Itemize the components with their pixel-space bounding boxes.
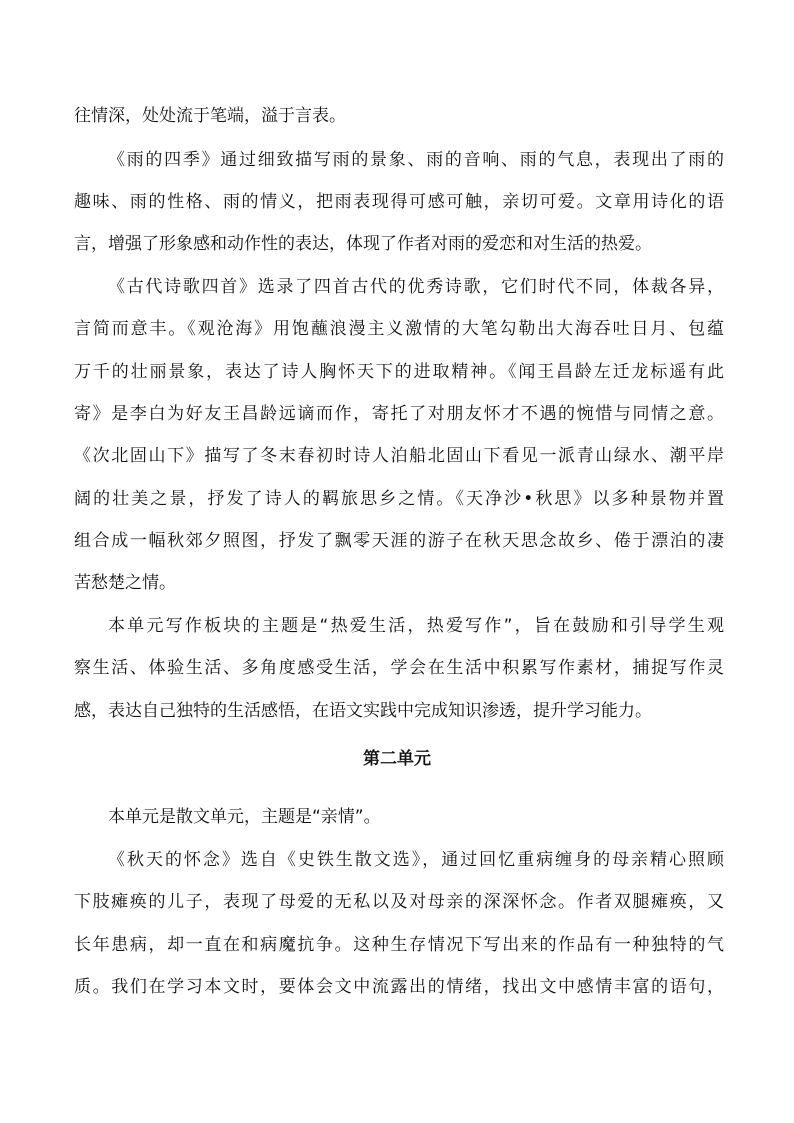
- paragraph-line: 质。我们在学习本文时，要体会文中流露出的情绪，找出文中感情丰富的语句，: [74, 977, 724, 997]
- section-heading: 第二单元: [363, 749, 431, 769]
- paragraph-line: 感，表达自己独特的生活感悟，在语文实践中完成知识渗透，提升学习能力。: [74, 701, 652, 721]
- paragraph-line: 苦愁楚之情。: [74, 573, 176, 593]
- paragraph-line: 长年患病，却一直在和病魔抗争。这种生存情况下写出来的作品有一种独特的气: [74, 935, 724, 955]
- paragraph-line: 言，增强了形象感和动作性的表达，体现了作者对雨的爱恋和对生活的热爱。: [74, 234, 652, 254]
- paragraph-line: 言简而意丰。《观沧海》用饱蘸浪漫主义激情的大笔勾勒出大海吞吐日月、包蕴: [74, 319, 724, 339]
- paragraph-line: 寄》是李白为好友王昌龄远谪而作，寄托了对朋友怀才不遇的惋惜与同情之意。: [74, 404, 724, 424]
- paragraph-line: 组合成一幅秋郊夕照图，抒发了飘零天涯的游子在秋天思念故乡、倦于漂泊的凄: [74, 531, 724, 551]
- paragraph-line: 《雨的四季》通过细致描写雨的景象、雨的音响、雨的气息，表现出了雨的: [108, 150, 724, 170]
- paragraph-line: 趣味、雨的性格、雨的情义，把雨表现得可感可触，亲切可爱。文章用诗化的语: [74, 192, 724, 212]
- paragraph-line: 《古代诗歌四首》选录了四首古代的优秀诗歌，它们时代不同，体裁各异，: [108, 277, 724, 297]
- paragraph-line: 《次北固山下》描写了冬末春初时诗人泊船北固山下看见一派青山绿水、潮平岸: [74, 446, 724, 466]
- paragraph-line: 阔的壮美之景，抒发了诗人的羁旅思乡之情。《天净沙•秋思》以多种景物并置: [74, 489, 724, 509]
- paragraph-line: 万千的壮丽景象，表达了诗人胸怀天下的进取精神。《闻王昌龄左迁龙标遥有此: [74, 362, 724, 382]
- paragraph-line: 本单元是散文单元，主题是“亲情”。: [108, 807, 381, 827]
- paragraph-line: 下肢瘫痪的儿子，表现了母爱的无私以及对母亲的深深怀念。作者双腿瘫痪，又: [74, 892, 724, 912]
- paragraph-line: 本单元写作板块的主题是“热爱生活，热爱写作”，旨在鼓励和引导学生观: [108, 616, 724, 636]
- paragraph-line: 《秋天的怀念》选自《史铁生散文选》，通过回忆重病缠身的母亲精心照顾: [108, 850, 724, 870]
- paragraph-line: 察生活、体验生活、多角度感受生活，学会在生活中积累写作素材，捕捉写作灵: [74, 658, 724, 678]
- paragraph-line: 往情深，处处流于笔端，溢于言表。: [74, 106, 346, 126]
